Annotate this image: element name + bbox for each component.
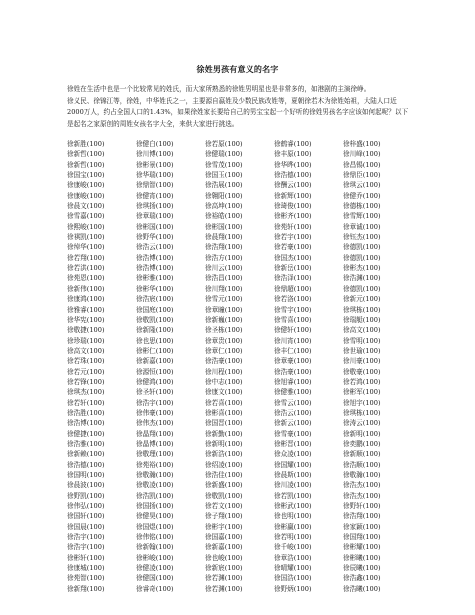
name-entry: 徐彬杰(100) [343,264,381,273]
name-entry: 徐浩宸(100) [136,295,174,304]
name-entry: 徐雪辉(100) [343,212,381,221]
name-entry: 徐新辉(100) [274,191,312,200]
name-entry: 徐国庭(100) [136,305,174,314]
name-entry: 徐国浩(100) [274,574,312,583]
intro-text [67,84,412,130]
name-entry: 徐新翰(100) [136,543,174,552]
intro-paragraph: 徐义民、徐锦江等，徐姓，中华姓氏之一，主要源自嬴姓及少数民族改姓等，夏朝徐若木为徐姓始祖，大陆人口近2000万人，约占全国人口的1.43%，如果徐姓家长要给自己的男宝宝起一个好听的徐姓男孩名字应该如何起呢？以下是起名之家原创的周姓女孩名字大全，来供大家进行挑选。 [67,96,409,128]
name-entry: 徐彬轩(100) [67,553,105,562]
name-entry: 徐珍瑞(100) [67,336,105,345]
name-entry: 徐众凌(100) [274,450,312,459]
name-entry: 徐新哲(100) [67,160,105,169]
name-entry: 徐新岳(100) [274,264,312,273]
name-entry: 徐川凌(100) [274,481,312,490]
name-entry: 徐浩方(100) [205,253,243,262]
name-entry: 徐浩佳(100) [205,471,243,479]
name-entry: 徐熙峻(100) [67,222,105,231]
name-entry: 徐健宵(100) [136,191,174,200]
name-entry: 徐浩云(100) [274,408,312,417]
name-entry: 徐健轩(100) [274,326,312,335]
name-entry: 徐新云(100) [274,419,312,428]
name-entry: 徐新明(100) [205,439,243,448]
name-entry: 徐旭睿(100) [274,377,312,386]
name-entry: 徐圣栋(100) [205,326,243,335]
name-entry: 徐康鸿(100) [67,295,105,304]
name-entry: 徐彬晋(100) [274,439,312,448]
names-list [67,139,412,594]
name-entry: 徐浩德(100) [274,171,312,180]
name-entry: 徐国杰(100) [274,253,312,262]
document-title: 徐姓男孩有意义的名字 [196,64,279,74]
name-entry: 徐世瑜(100) [343,346,381,355]
name-entry: 徐健鸿(100) [136,377,174,386]
name-entry: 徐国嘉(100) [205,533,243,542]
name-entry: 徐裕皓(100) [205,212,243,221]
name-entry: 徐章浩(100) [274,553,312,562]
name-entry: 徐章瞳(100) [205,305,243,314]
name-entry: 徐晨翔(100) [205,233,243,242]
name-entry: 徐浩宇(100) [136,398,174,407]
name-entry: 徐晨波(100) [67,481,105,490]
name-entry: 徐新隆(100) [136,326,174,335]
name-entry: 徐祺凯(100) [67,233,105,242]
name-entry: 徐新伟(100) [67,284,105,293]
name-entry: 徐彬齐(100) [274,212,312,221]
name-entry: 徐琪扬(100) [136,202,174,211]
name-entry: 徐新顺(100) [343,450,381,459]
name-entry: 徐琦俊(100) [274,202,312,211]
name-entry: 徐若喜(100) [205,398,243,407]
name-entry: 徐高文(100) [67,346,105,355]
name-entry: 徐雪茂(100) [205,160,243,169]
name-entry: 徐敬理(100) [136,450,174,459]
name-entry: 徐高文(100) [343,326,381,335]
name-entry: 徐高坤(100) [205,202,243,211]
name-entry: 徐章贵(100) [205,336,243,345]
name-entry: 徐浩德(100) [67,460,105,469]
name-entry: 徐浩翔(100) [343,512,381,521]
name-entry: 徐苑裕(100) [136,460,174,469]
name-entry: 徐家颖(100) [343,522,381,531]
name-entry: 徐彬曦(100) [343,553,381,562]
name-entry: 徐康峻(100) [67,181,105,190]
name-entry: 徐健白(100) [136,140,174,148]
name-entry: 徐雪豪(100) [274,429,312,438]
name-entry: 徐川峰(100) [343,150,381,159]
name-entry: 徐敬凌(100) [136,481,174,490]
name-entry: 徐鹤睿(100) [274,140,312,148]
name-entry: 徐子翔(100) [205,512,243,521]
name-entry: 徐川云(100) [205,264,243,273]
name-entry: 徐若文(100) [205,502,243,511]
name-entry: 徐彬仁(100) [136,346,174,355]
name-entry: 徐圣轩(100) [136,388,174,397]
name-entry: 徐华瑞(100) [136,171,174,180]
name-entry: 徐若豪(100) [274,243,312,252]
name-entry: 徐昌锡(100) [343,160,381,169]
name-entry: 徐雪明(100) [343,336,381,345]
name-entry: 徐彬军(100) [343,388,381,397]
name-entry: 徐浩豪(100) [205,357,243,366]
name-entry: 徐若珠(100) [67,357,105,366]
name-entry: 徐雪云(100) [274,398,312,407]
name-entry: 徐浩渊(100) [343,274,381,283]
name-entry: 徐若渊(100) [205,574,243,583]
name-entry: 徐苑恩(100) [67,274,105,283]
name-entry: 徐国晨(100) [67,522,105,531]
name-entry: 徐琪杰(100) [67,388,105,397]
name-entry: 徐绍凌(100) [205,460,243,469]
name-entry: 徐梓盛(100) [343,140,381,148]
name-entry: 徐章豪(100) [274,357,312,366]
name-entry: 徐敬瀚(100) [343,471,381,479]
name-entry: 徐新哲(100) [67,150,105,159]
name-entry: 徐若宇(100) [274,233,312,242]
name-entry: 徐章诚(100) [343,222,381,231]
name-entry: 徐晨文(100) [67,202,105,211]
name-entry: 徐彬宇(100) [205,522,243,531]
name-entry: 徐丰原(100) [274,150,312,159]
name-entry: 徐德凯(100) [343,243,381,252]
name-entry: 徐康峻(100) [67,191,105,200]
name-entry: 徐若洛(100) [274,295,312,304]
name-entry: 徐彬耀(100) [343,543,381,552]
name-entry: 徐晨斯(100) [274,471,312,479]
name-entry: 徐新巍(100) [205,315,243,324]
name-entry: 徐彬武(100) [274,502,312,511]
intro-paragraph: 徐姓在生活中也是一个比较常见的姓氏，而大家所熟悉的徐姓男明星也是非常多的，如港剧的主演徐峥。 [67,85,371,93]
name-entry: 徐酬云(100) [274,181,312,190]
name-entry: 徐伟弘(100) [67,502,105,511]
name-entry: 徐彬峻(100) [136,553,174,562]
name-entry: 徐若轩(100) [67,398,105,407]
name-entry: 徐浩博(100) [67,419,105,428]
name-entry: 徐浩杰(100) [343,481,381,490]
name-entry: 徐康城(100) [67,564,105,573]
name-entry: 徐新翔(100) [67,584,105,593]
name-entry: 徐新勤(100) [205,429,243,438]
name-entry: 徐健国(100) [136,574,174,583]
name-entry: 徐浩杰(100) [343,491,381,500]
name-entry: 徐健昊(100) [136,512,174,521]
name-entry: 徐野凯(100) [67,491,105,500]
name-entry: 徐浩泽(100) [274,274,312,283]
name-entry: 徐华宪(100) [67,315,105,324]
name-entry: 徐敬凯(100) [205,491,243,500]
name-entry: 徐健凌(100) [136,564,174,573]
name-entry: 徐浩宇(100) [67,533,105,542]
name-entry: 徐睿奇(100) [136,584,174,593]
name-entry: 徐野华(100) [136,233,174,242]
name-entry: 徐敬凯(100) [136,315,174,324]
name-entry: 徐国玉(100) [205,171,243,180]
name-entry: 徐浩鑫(100) [343,574,381,583]
name-entry: 徐新明(100) [343,429,381,438]
name-entry: 徐健瑞(100) [205,150,243,159]
name-entry: 徐德凯(100) [343,253,381,262]
name-entry: 徐苑轩(100) [274,222,312,231]
name-entry: 徐浩雅(100) [67,439,105,448]
name-entry: 徐敬捷(100) [67,326,105,335]
name-entry: 徐新浩(100) [205,450,243,459]
name-entry: 徐浩翔(100) [205,243,243,252]
name-entry: 徐川宵(100) [274,336,312,345]
name-entry: 徐健雅(100) [274,388,312,397]
name-entry: 徐华晔(100) [274,160,312,169]
name-entry: 徐德凯(100) [343,284,381,293]
name-entry: 徐也思(100) [136,336,174,345]
name-entry: 徐瑞艇(100) [343,315,381,324]
name-entry: 徐绰华(100) [67,243,105,252]
name-entry: 徐浩云(100) [136,243,174,252]
name-entry: 徐国轩(100) [67,512,105,521]
name-entry: 徐晴耀(100) [274,564,312,573]
name-entry: 徐新盛(100) [205,481,243,490]
name-entry: 徐国扬(100) [136,502,174,511]
name-entry: 徐若元(100) [67,367,105,376]
name-entry: 徐彬雅(100) [136,274,174,283]
name-entry: 徐彬华(100) [136,284,174,293]
name-entry: 徐中志(100) [205,377,243,386]
name-entry: 徐旭宇(100) [343,398,381,407]
name-entry: 徐若明(100) [274,533,312,542]
name-entry: 徐彬喜(100) [205,408,243,417]
name-entry: 徐浩凯(100) [136,491,174,500]
name-entry: 徐康文(100) [205,388,243,397]
name-entry: 徐琪栋(100) [343,408,381,417]
name-entry: 徐雅睿(100) [67,305,105,314]
name-entry: 徐浩博(100) [136,264,174,273]
name-entry: 徐浩曦(100) [343,584,381,593]
name-entry: 徐川豪(100) [343,357,381,366]
name-entry: 徐晶博(100) [136,439,174,448]
name-entry: 徐彬赢(100) [274,522,312,531]
name-entry: 徐国翔(100) [343,533,381,542]
name-entry: 徐琪栋(100) [343,305,381,314]
name-entry: 徐浩顺(100) [343,460,381,469]
name-entry: 徐伟铭(100) [136,533,174,542]
name-entry: 徐琪云(100) [343,181,381,190]
name-entry: 徐健乔(100) [343,191,381,200]
name-entry: 徐鼎臣(100) [343,171,381,180]
name-entry: 徐丰仁(100) [274,346,312,355]
name-entry: 徐国煜(100) [136,522,174,531]
name-entry: 徐浩展(100) [205,181,243,190]
name-entry: 徐奕鹏(100) [343,439,381,448]
name-entry: 徐新胜(100) [67,140,105,148]
name-entry: 徐雪喜(100) [274,315,312,324]
name-entry: 徐浩昌(100) [205,274,243,283]
name-entry: 徐野轩(100) [343,502,381,511]
name-entry: 徐钰杰(100) [343,233,381,242]
name-entry: 徐辰曦(100) [343,564,381,573]
name-entry: 徐晶翔(100) [136,429,174,438]
name-entry: 徐若原(100) [205,140,243,148]
name-entry: 徐浩豪(100) [274,367,312,376]
name-entry: 徐德栋(100) [343,202,381,211]
name-entry: 徐章瑞(100) [136,212,174,221]
name-entry: 徐川程(100) [205,367,243,376]
name-entry: 徐国宝(100) [67,171,105,180]
name-entry: 徐涛云(100) [343,419,381,428]
name-entry: 徐国晋(100) [205,419,243,428]
name-entry: 徐翱阳(100) [205,191,243,200]
name-entry: 徐彬国(100) [136,222,174,231]
name-entry: 徐章仁(100) [205,346,243,355]
name-entry: 徐雪元(100) [205,295,243,304]
name-entry: 徐若锋(100) [67,377,105,386]
name-entry: 徐苑智(100) [67,574,105,583]
name-entry: 徐新元(100) [343,295,381,304]
name-entry: 徐鼎智(100) [136,181,174,190]
name-entry: 徐源恒(100) [136,367,174,376]
name-entry: 徐鼎超(100) [274,284,312,293]
name-entry: 徐川博(100) [136,150,174,159]
name-entry: 徐新嘉(100) [136,357,174,366]
name-entry: 徐新赖(100) [67,450,105,459]
name-entry: 徐若鸿(100) [343,377,381,386]
name-entry: 徐若洪(100) [67,264,105,273]
name-entry: 徐伟杰(100) [136,419,174,428]
name-entry: 徐彬景(100) [136,160,174,169]
name-entry: 徐敬豪(100) [343,367,381,376]
name-entry: 徐浩胜(100) [67,408,105,417]
name-entry: 徐国明(100) [67,471,105,479]
name-entry: 徐新宸(100) [205,564,243,573]
name-entry: 徐新嘉(100) [205,543,243,552]
name-entry: 徐敬瀚(100) [136,471,174,479]
name-entry: 徐雪嘉(100) [67,212,105,221]
name-entry: 徐若翔(100) [67,253,105,262]
name-entry: 徐浩博(100) [136,253,174,262]
name-entry: 徐也明(100) [274,512,312,521]
name-entry: 徐也峻(100) [205,553,243,562]
name-entry: 徐伟豪(100) [136,408,174,417]
name-entry: 徐浩宇(100) [67,543,105,552]
name-entry: 徐千峻(100) [274,543,312,552]
name-entry: 徐若凯(100) [274,491,312,500]
name-entry: 徐彬国(100) [205,222,243,231]
name-entry: 徐雪宇(100) [274,305,312,314]
name-entry: 徐健捷(100) [67,429,105,438]
name-entry: 徐若渊(100) [205,584,243,593]
name-entry: 徐国耀(100) [274,460,312,469]
name-entry: 徐川翔(100) [205,284,243,293]
name-entry: 徐野炳(100) [274,584,312,593]
